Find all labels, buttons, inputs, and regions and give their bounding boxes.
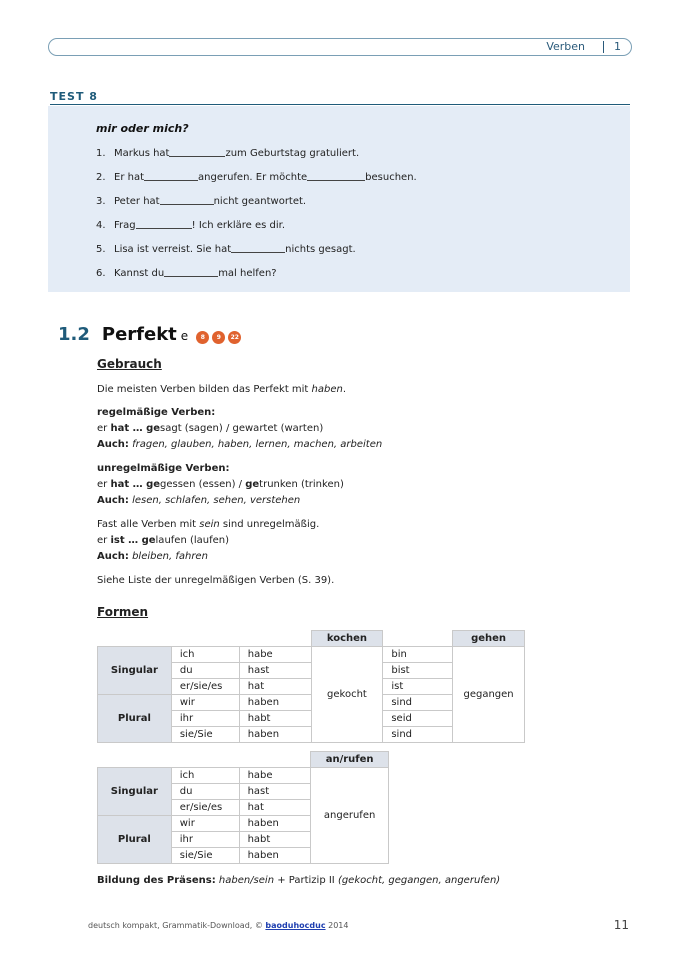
- item-number: 2.: [96, 172, 106, 183]
- text: lesen, schlafen, sehen, verstehen: [128, 495, 301, 506]
- irregular-also: [97, 495, 300, 506]
- formen-heading: Formen: [97, 605, 149, 619]
- haben-form: haben: [239, 727, 311, 743]
- pronoun: ich: [171, 768, 239, 784]
- item-text: Kannst du: [114, 268, 165, 279]
- text: sind unregelmäßig.: [219, 519, 320, 530]
- participle-kochen: gekocht: [311, 647, 383, 743]
- verb-list-reference: Siehe Liste der unregelmäßigen Verben (S. 39).: [97, 575, 335, 586]
- pronoun: du: [171, 663, 239, 679]
- haben-form: haben: [239, 816, 311, 832]
- haben-form: habe: [239, 768, 311, 784]
- blank-gap[interactable]: [160, 195, 214, 205]
- irregular-heading: unregelmäßige Verben:: [97, 463, 230, 474]
- item-text: Er hat: [114, 172, 144, 183]
- exercise-item: [96, 147, 359, 159]
- verb-head-anrufen: an/rufen: [311, 752, 389, 768]
- exercise-item: [96, 243, 356, 255]
- conjugation-table-2: [97, 751, 389, 864]
- sein-line: [97, 519, 319, 530]
- text: laufen (laufen): [155, 535, 230, 546]
- blank-gap[interactable]: [307, 171, 365, 181]
- item-text: ! Ich erkläre es dir.: [191, 220, 285, 231]
- item-number: 5.: [96, 244, 106, 255]
- singular-label: Singular: [98, 647, 172, 695]
- footer: [88, 921, 348, 930]
- participle-anrufen: angerufen: [311, 768, 389, 864]
- sein-form: sind: [383, 727, 453, 743]
- text: .: [342, 384, 347, 395]
- text: bleiben, fahren: [128, 551, 208, 562]
- singular-label: Singular: [98, 768, 172, 816]
- haben-form: habe: [239, 647, 311, 663]
- regular-heading: regelmäßige Verben:: [97, 407, 216, 418]
- haben-form: hast: [239, 663, 311, 679]
- sein-also: [97, 551, 208, 562]
- text: trunken (trinken): [259, 479, 344, 490]
- pronoun: ihr: [171, 832, 239, 848]
- blank-gap[interactable]: [136, 219, 192, 229]
- text: Fast alle Verben mit: [97, 519, 200, 530]
- text: gessen (essen) /: [160, 479, 246, 490]
- pronoun: sie/Sie: [171, 727, 239, 743]
- text: er: [97, 423, 111, 434]
- text: fragen, glauben, haben, lernen, machen, arbeiten: [128, 439, 383, 450]
- bildung-note: [97, 875, 500, 886]
- haben-form: haben: [239, 848, 311, 864]
- plural-label: Plural: [98, 816, 172, 864]
- conjugation-table-1: [97, 630, 525, 743]
- gebrauch-heading: Gebrauch: [97, 357, 162, 371]
- test-label: TEST 8: [50, 90, 98, 103]
- test-heading: [50, 92, 630, 105]
- section-sub: e: [180, 329, 189, 343]
- exercise-item: [96, 195, 306, 207]
- sein-form: ist: [383, 679, 453, 695]
- item-text: besuchen.: [365, 172, 417, 183]
- item-number: 3.: [96, 196, 106, 207]
- plural-label: Plural: [98, 695, 172, 743]
- item-text: Peter hat: [114, 196, 160, 207]
- exercise-item: [96, 171, 417, 183]
- text: + Partizip II: [274, 875, 338, 886]
- blank-gap[interactable]: [144, 171, 198, 181]
- exercise-item: [96, 219, 285, 231]
- text: sein: [199, 519, 220, 530]
- text: haben/sein: [215, 875, 275, 886]
- section-number: 1.2: [58, 324, 90, 345]
- item-number: 6.: [96, 268, 106, 279]
- pronoun: wir: [171, 695, 239, 711]
- exercise-item: [96, 267, 277, 279]
- text: Bildung des Präsens:: [97, 875, 216, 886]
- regular-example: [97, 423, 323, 434]
- footer-link[interactable]: baoduhocduc: [265, 921, 326, 930]
- text: hat … ge: [110, 479, 161, 490]
- regular-also: [97, 439, 382, 450]
- chapter-number: 1: [614, 40, 621, 53]
- item-text: angerufen. Er möchte: [198, 172, 308, 183]
- pronoun: er/sie/es: [171, 679, 239, 695]
- chapter-title: Verben: [546, 40, 585, 53]
- pronoun: er/sie/es: [171, 800, 239, 816]
- haben-form: hat: [239, 800, 311, 816]
- item-number: 1.: [96, 148, 106, 159]
- item-text: zum Geburtstag gratuliert.: [225, 148, 360, 159]
- blank-gap[interactable]: [164, 267, 218, 277]
- item-text: Frag: [114, 220, 136, 231]
- audio-badge[interactable]: 9: [212, 331, 225, 344]
- sein-example: [97, 535, 229, 546]
- text: Die meisten Verben bilden das Perfekt mit: [97, 384, 312, 395]
- test-title: mir oder mich?: [96, 122, 189, 135]
- haben-form: haben: [239, 695, 311, 711]
- text: er: [97, 535, 111, 546]
- header-bar: [48, 38, 632, 56]
- text: Auch:: [97, 439, 129, 450]
- item-text: mal helfen?: [218, 268, 277, 279]
- text: ist … ge: [110, 535, 156, 546]
- header-separator: [603, 41, 604, 53]
- sein-form: seid: [383, 711, 453, 727]
- sein-form: sind: [383, 695, 453, 711]
- blank-gap[interactable]: [231, 243, 285, 253]
- pronoun: ihr: [171, 711, 239, 727]
- pronoun: wir: [171, 816, 239, 832]
- text: hat … ge: [110, 423, 161, 434]
- irregular-example: [97, 479, 344, 490]
- intro-line: [97, 384, 346, 395]
- sein-form: bin: [383, 647, 453, 663]
- text: ge: [245, 479, 260, 490]
- item-text: nicht geantwortet.: [213, 196, 307, 207]
- blank-gap[interactable]: [169, 147, 225, 157]
- text: haben: [311, 384, 343, 395]
- haben-form: habt: [239, 832, 311, 848]
- pronoun: sie/Sie: [171, 848, 239, 864]
- item-number: 4.: [96, 220, 106, 231]
- item-text: Lisa ist verreist. Sie hat: [114, 244, 232, 255]
- verb-head-gehen: gehen: [453, 631, 525, 647]
- haben-form: habt: [239, 711, 311, 727]
- text: er: [97, 479, 111, 490]
- audio-badge[interactable]: 8: [196, 331, 209, 344]
- sein-form: bist: [383, 663, 453, 679]
- pronoun: du: [171, 784, 239, 800]
- page-number: 11: [613, 918, 629, 932]
- item-text: nichts gesagt.: [285, 244, 356, 255]
- pronoun: ich: [171, 647, 239, 663]
- section-heading: Perfekt: [101, 324, 177, 345]
- haben-form: hat: [239, 679, 311, 695]
- footer-text: deutsch kompakt, Grammatik-Download, ©: [88, 921, 266, 930]
- verb-head-kochen: kochen: [311, 631, 383, 647]
- item-text: Markus hat: [114, 148, 170, 159]
- text: Auch:: [97, 495, 129, 506]
- haben-form: hast: [239, 784, 311, 800]
- text: (gekocht, gegangen, angerufen): [337, 875, 501, 886]
- text: sagt (sagen) / gewartet (warten): [160, 423, 324, 434]
- text: Auch:: [97, 551, 129, 562]
- participle-gehen: gegangen: [453, 647, 525, 743]
- section-title: [58, 324, 241, 345]
- audio-badge[interactable]: 22: [228, 331, 241, 344]
- test-box: [48, 106, 630, 292]
- footer-year: 2014: [325, 921, 349, 930]
